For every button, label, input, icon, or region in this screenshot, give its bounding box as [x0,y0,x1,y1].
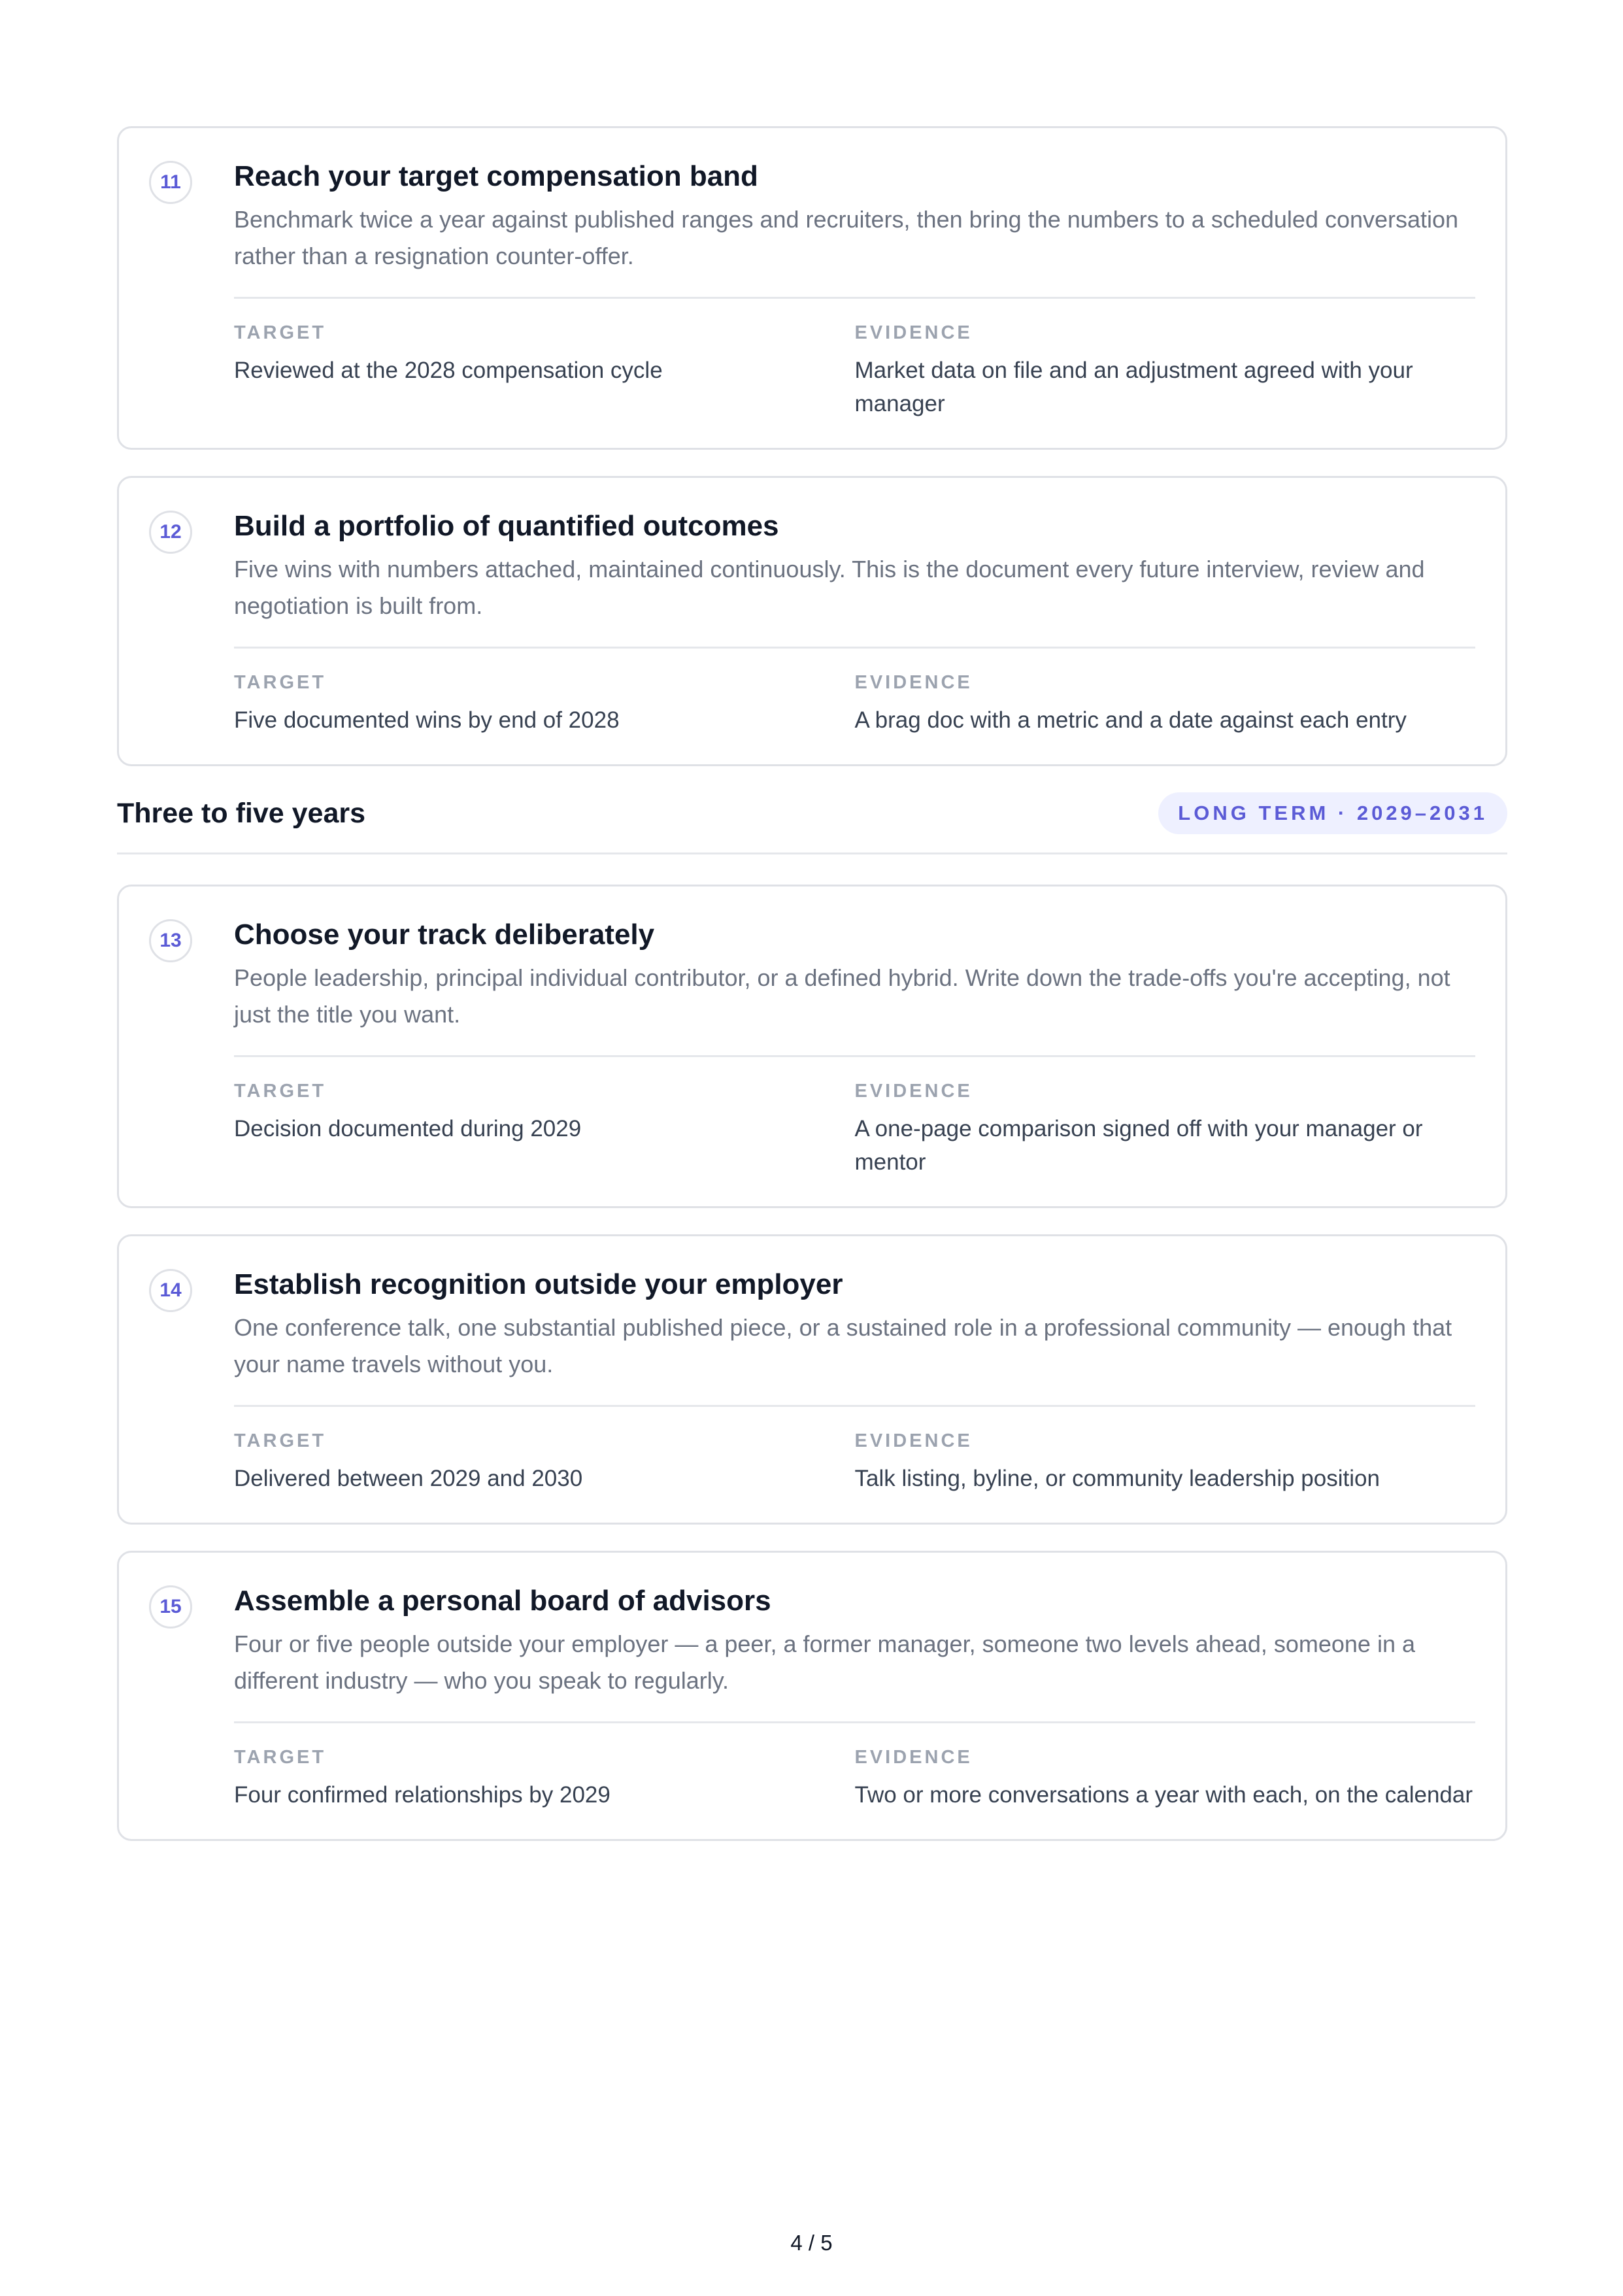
goal-list-medium-term [117,126,1507,766]
evidence-column [855,1746,1476,1812]
goal-meta [234,1746,1475,1812]
target-column [234,671,855,737]
target-value: Four confirmed relationships by 2029 [234,1782,611,1808]
card-divider [234,647,1475,649]
goal-number: 14 [149,1269,192,1312]
page-number: 4 / 5 [790,2231,833,2255]
evidence-value: Two or more conversations a year with each, on the calendar [854,1782,1473,1808]
card-divider [234,1055,1475,1057]
goal-card [117,1551,1507,1841]
goal-description: Four or five people outside your employer — a peer, a former manager, someone two levels ahead, someone in a different industry — who you speak to regularly. [234,1630,1415,1694]
goal-meta [234,671,1475,737]
target-value: Five documented wins by end of 2028 [234,707,620,733]
evidence-value: Market data on file and an adjustment agreed with your manager [854,358,1413,416]
goal-title: Establish recognition outside your employer [234,1268,843,1300]
target-label: TARGET [234,322,327,343]
target-value: Delivered between 2029 and 2030 [234,1466,583,1491]
target-value: Decision documented during 2029 [234,1116,582,1141]
goal-meta [234,1429,1475,1495]
section-title: Three to five years [117,797,366,829]
section-header [117,792,1507,854]
evidence-label: EVIDENCE [854,672,973,693]
goal-description: One conference talk, one substantial published piece, or a sustained role in a professional community — enough that your name travels without you. [234,1314,1452,1377]
card-divider [234,1405,1475,1407]
goal-title: Build a portfolio of quantified outcomes [234,510,779,542]
target-column [234,1079,855,1179]
evidence-column [855,1429,1476,1495]
goal-card [117,885,1507,1208]
evidence-value: A one-page comparison signed off with your manager or mentor [854,1116,1423,1175]
goal-meta [234,321,1475,420]
evidence-value: A brag doc with a metric and a date against each entry [854,707,1407,733]
goal-description: Five wins with numbers attached, maintained continuously. This is the document every future interview, review and negotiation is built from. [234,556,1425,619]
goals-page [117,126,1507,1867]
goal-meta [234,1079,1475,1179]
target-label: TARGET [234,1747,327,1768]
timeframe-badge: LONG TERM · 2029–2031 [1158,792,1507,834]
goal-number: 11 [149,161,192,204]
goal-title: Assemble a personal board of advisors [234,1585,771,1617]
evidence-column [855,1079,1476,1179]
evidence-column [855,321,1476,420]
evidence-label: EVIDENCE [854,1747,973,1768]
card-divider [234,1721,1475,1723]
goal-description: People leadership, principal individual contributor, or a defined hybrid. Write down the trade-offs you're accepting, not just the title you want. [234,964,1450,1028]
evidence-label: EVIDENCE [854,1081,973,1102]
goal-card [117,1234,1507,1525]
goal-card [117,126,1507,450]
goal-card [117,476,1507,766]
evidence-label: EVIDENCE [854,1430,973,1451]
goal-number: 12 [149,511,192,554]
target-column [234,1429,855,1495]
target-label: TARGET [234,1081,327,1102]
target-column [234,321,855,420]
target-label: TARGET [234,1430,327,1451]
target-label: TARGET [234,672,327,693]
goal-number: 15 [149,1585,192,1629]
goal-title: Choose your track deliberately [234,919,655,951]
card-divider [234,297,1475,299]
target-column [234,1746,855,1812]
evidence-value: Talk listing, byline, or community leadership position [854,1466,1380,1491]
goal-list-long-term [117,885,1507,1841]
evidence-column [855,671,1476,737]
target-value: Reviewed at the 2028 compensation cycle [234,358,663,383]
evidence-label: EVIDENCE [854,322,973,343]
goal-number: 13 [149,919,192,962]
goal-title: Reach your target compensation band [234,160,758,192]
goal-description: Benchmark twice a year against published ranges and recruiters, then bring the numbers to a scheduled conversation rather than a resignation counter-offer. [234,206,1459,269]
